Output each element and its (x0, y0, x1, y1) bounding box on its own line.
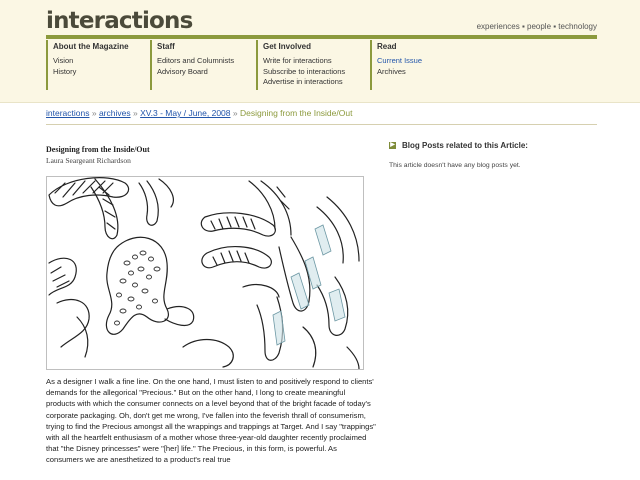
article-author: Laura Seargeant Richardson (46, 156, 131, 165)
breadcrumb-current: Designing from the Inside/Out (240, 108, 353, 118)
article-illustration (46, 176, 364, 370)
nav-link-write[interactable]: Write for interactions (263, 56, 332, 65)
article-body: As a designer I walk a fine line. On the one hand, I must listen to and positively respond to clients' demands for the allegorical "Precious." But on the other hand, I long to create meaningful products with which the consumer connects on a level beyond that of the bright facade of today's corporate packaging. Oh, don't get me wrong, I've fallen into the feverish thrall of consumerism, trying to find the Precious amongst all the wrappings and trappings at Target. And I say "trappings" with all the heartfelt enthusiasm of a mother whose three-year-old daughter recently proclaimed that "the Disney princesses" were "[her] life." The Precious, in this form, is powerful. As consumers we are anesthetized to a product's real true (46, 377, 376, 465)
nav-heading-staff[interactable]: Staff (157, 42, 175, 51)
nav-link-subscribe[interactable]: Subscribe to interactions (263, 66, 346, 76)
sidebar-blog-posts-title (389, 141, 528, 150)
breadcrumb-archives-link[interactable]: archives (98, 108, 131, 118)
breadcrumb-separator: » (91, 108, 97, 118)
illustration-sketch (47, 177, 363, 369)
nav-heading-about[interactable]: About the Magazine (53, 42, 129, 51)
article-title: Designing from the Inside/Out (46, 145, 150, 154)
breadcrumb (46, 108, 352, 118)
nav-heading-read[interactable]: Read (377, 42, 397, 51)
nav-link-history[interactable]: History (53, 66, 77, 76)
nav-get-involved (256, 40, 367, 90)
nav-link-vision[interactable]: Vision (53, 56, 74, 65)
nav-link-archives[interactable]: Archives (377, 66, 406, 76)
header-rule (46, 35, 597, 39)
sidebar-title-text: Blog Posts related to this Article: (402, 141, 528, 150)
nav-link-current-issue[interactable]: Current Issue (377, 56, 423, 65)
nav-about (46, 40, 149, 90)
breadcrumb-issue-link[interactable]: XV.3 - May / June, 2008 (140, 108, 231, 118)
site-logo[interactable]: interactions (46, 8, 193, 34)
site-header (0, 0, 640, 103)
breadcrumb-divider (46, 124, 597, 125)
nav-link-editors[interactable]: Editors and Columnists (157, 56, 235, 65)
nav-staff (150, 40, 253, 90)
breadcrumb-separator: » (132, 108, 138, 118)
site-tagline: experiences ▪ people ▪ technology (476, 22, 597, 31)
sidebar-empty-message: This article doesn't have any blog posts yet. (389, 162, 521, 169)
nav-heading-get-involved[interactable]: Get Involved (263, 42, 312, 51)
nav-link-advertise[interactable]: Advertise in interactions (263, 77, 343, 86)
arrow-bullet-icon: ▶ (390, 142, 395, 148)
breadcrumb-home-link[interactable]: interactions (46, 108, 90, 118)
nav-read (370, 40, 467, 90)
nav-link-advisory[interactable]: Advisory Board (157, 66, 208, 76)
breadcrumb-separator: » (232, 108, 238, 118)
